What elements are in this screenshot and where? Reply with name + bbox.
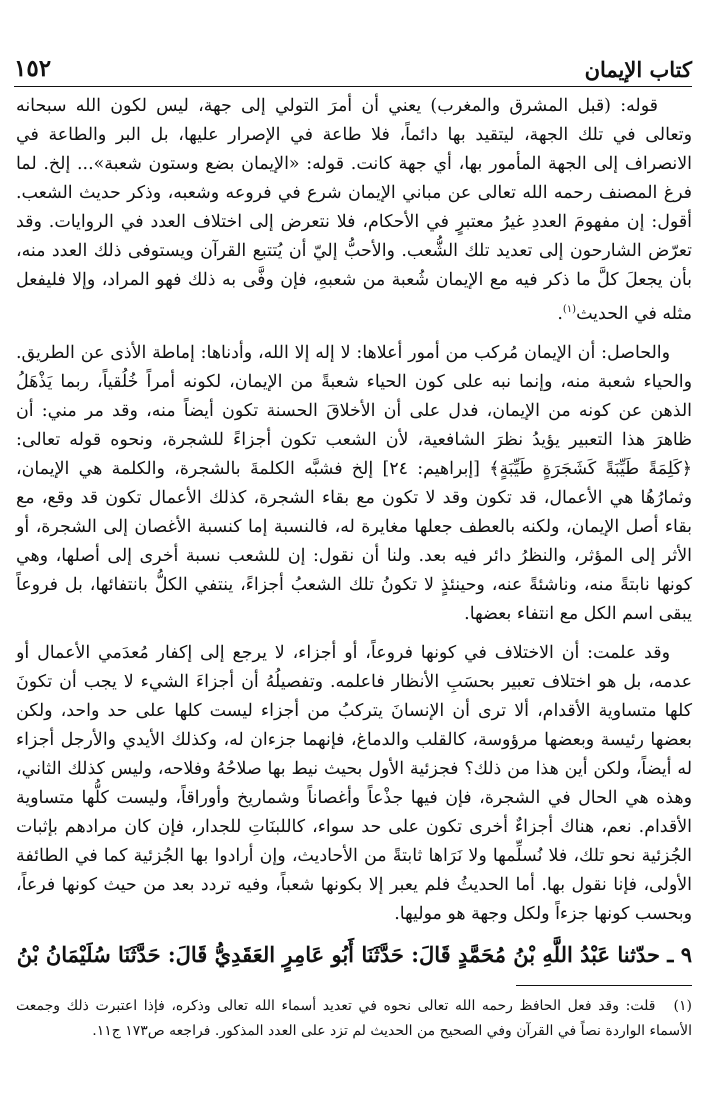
main-text <box>16 92 692 981</box>
footnote-text: قلت: وقد فعل الحافظ رحمه الله تعالى نحوه في تعديد أسماء الله تعالى وذكره، فإذا اعتبرت ذلك وجمعت الأسماء الواردة نصاً في القرآن وفي الصحيح من الحديث لم تزد على العدد المذكور. فراجعه ص١٧٣ ج١١. <box>16 998 692 1039</box>
footnote <box>16 994 692 1044</box>
hadith-line: ٩ ـ حدّثنا عَبْدُ اللَّهِ بْنُ مُحَمَّدٍ قَالَ: حَدَّثَنَا أَبُو عَامِرٍ العَقَدِيُّ قَالَ: حَدَّثَنَا سُلَيْمَانُ بْنُ <box>16 941 692 967</box>
book-title: كتاب الإيمان <box>584 57 692 82</box>
paragraph: وقد علمت: أن الاختلاف في كونها فروعاً، أو أجزاء، لا يرجع إلى إكفار مُعدَمي الأعمال أو عدمه، بل هو اختلاف تعبير بحسَبِ الأنظار فاعلمه. وتفصيلُهُ أن أجزاءَ الشيء لا يجب أن تكونَ كلها متساوية الأقدام، ألا ترى أن الإنسانَ يتركبُ من أجزاء ليست كلها على حد واحد، ولكن بعضها رئيسة وبعضها مرؤوسة، كالقلب والدماغ، فإنهما جزءان له، وكذلك الأيدي والأرجل أجزاء له أيضاً، ولكن أين هذا من ذلك؟ فجزئية الأول بحيث نيط بها صلاحُهُ وفلاحه، وليس كذلك الثاني، وهذه هي الحال في الشجرة، فإن فيها جذْعاً وأغصاناً وشماريخ وأوراقاً، وليست كلُّها متساوية الأقدام. نعم، هناك أجزاءٌ أخرى تكون على حد سواء، كاللبنَاتِ للجدار، فإن كان مرادهم بإثبات الجُزئية نحو تلك، فلا نُسلِّمها ولا نَرَاها ثابتةً من الأحاديث، وإن أرادوا بها الجُزئية كما في الطائفة الأولى، فإنا نقول بها. أما الحديثُ فلم يعبر إلا بكونها شعباً، وفيه تردد بعد من حيث كونها فرعاً، وبحسب كونها جزءاً ولكل وجهة هو موليها. <box>16 642 692 924</box>
header-rule <box>14 86 692 87</box>
footnote-marker: (١) <box>673 998 693 1014</box>
footnote-reference: (١) <box>562 304 577 315</box>
paragraph: قوله: (قبل المشرق والمغرب) يعني أن أمرَ التولي إلى جهة، ليس لكون الله سبحانه وتعالى في تلك الجهة، ليتقيد بها دائماً، فلا طاعة في الإصرار عليها، بل البر والطاعة في الانصراف إلى الجهة المأمور بها، أي جهة كانت. قوله: «الإيمان بضع وستون شعبة»... إلخ. لما فرغ المصنف رحمه الله تعالى عن مباني الإيمان شرع في فروعه وشعبه، وذكر حديث الشعب. أقول: إن مفهومَ العددِ غيرُ معتبرٍ في الأحكام، فلا نتعرض إلى اختلاف العدد في الروايات. وقد تعرّض الشارحون إلى تعديد تلك الشُّعب. والأحبُّ إليّ أن يُتتبع القرآن ويستوفى ذلك العدد منه، بأن يجعلَ كلَّ ما ذكر فيه مع الإيمان شُعبة من شعبهِ، فإن وفَّى به ذلك فهو المراد، وإلا فليفعل مثله في الحديث$^{(١)}$. <box>16 96 692 324</box>
paragraph: والحاصل: أن الإيمان مُركب من أمور أعلاها: لا إله إلا الله، وأدناها: إماطة الأذى عن الطريق. والحياء شعبة منه، وإنما نبه على كون الحياء شعبةً من الإيمان، لكونه أمراً خُلُقياً، ربما يَذْهَلُ الذهن عن كونه من الإيمان، فدل على أن الأخلاقَ الحسنة تكون أيضاً منه، وقد مر مني: أن ظاهرَ هذا التعبير يؤيدُ نظرَ الشافعية، لأن الشعب تكون أجزاءً للشجرة، ونحوه قوله تعالى: ﴿كَلِمَةً طَيِّبَةً كَشَجَرَةٍ طَيِّبَةٍ﴾ [إبراهيم: ٢٤] إلخ فشبَّه الكلمةَ بالشجرة، والكلمة هي الإيمان، وثمارُهُا هي الأعمال، قد تكون وقد لا تكون مع بقاء الشجرة، كذلك الأعمال تكون قد وقع، مع بقاء أصل الإيمان، ولكنه بالعطف جعلها مغايرة له، فالنسبة إما كنسبة الأغصان إلى الشجرة، أو الأثر إلى المؤثر، والنظرُ دائر فيه بعد. ولنا أن نقول: إن للشعب نسبة أخرى إلى أصلها، وهي كونها نابتةً منه، وناشئةً عنه، وحينئذٍ لا تكونُ تلك الشعبُ أجزاءً، ينتفي الكلُّ بانتفائها، بل فروعاً يبقى اسم الكل مع انتفاء بعضها. <box>16 342 692 624</box>
page-header <box>14 42 692 82</box>
page-number: ١٥٢ <box>14 55 52 82</box>
footnote-rule <box>516 985 692 986</box>
